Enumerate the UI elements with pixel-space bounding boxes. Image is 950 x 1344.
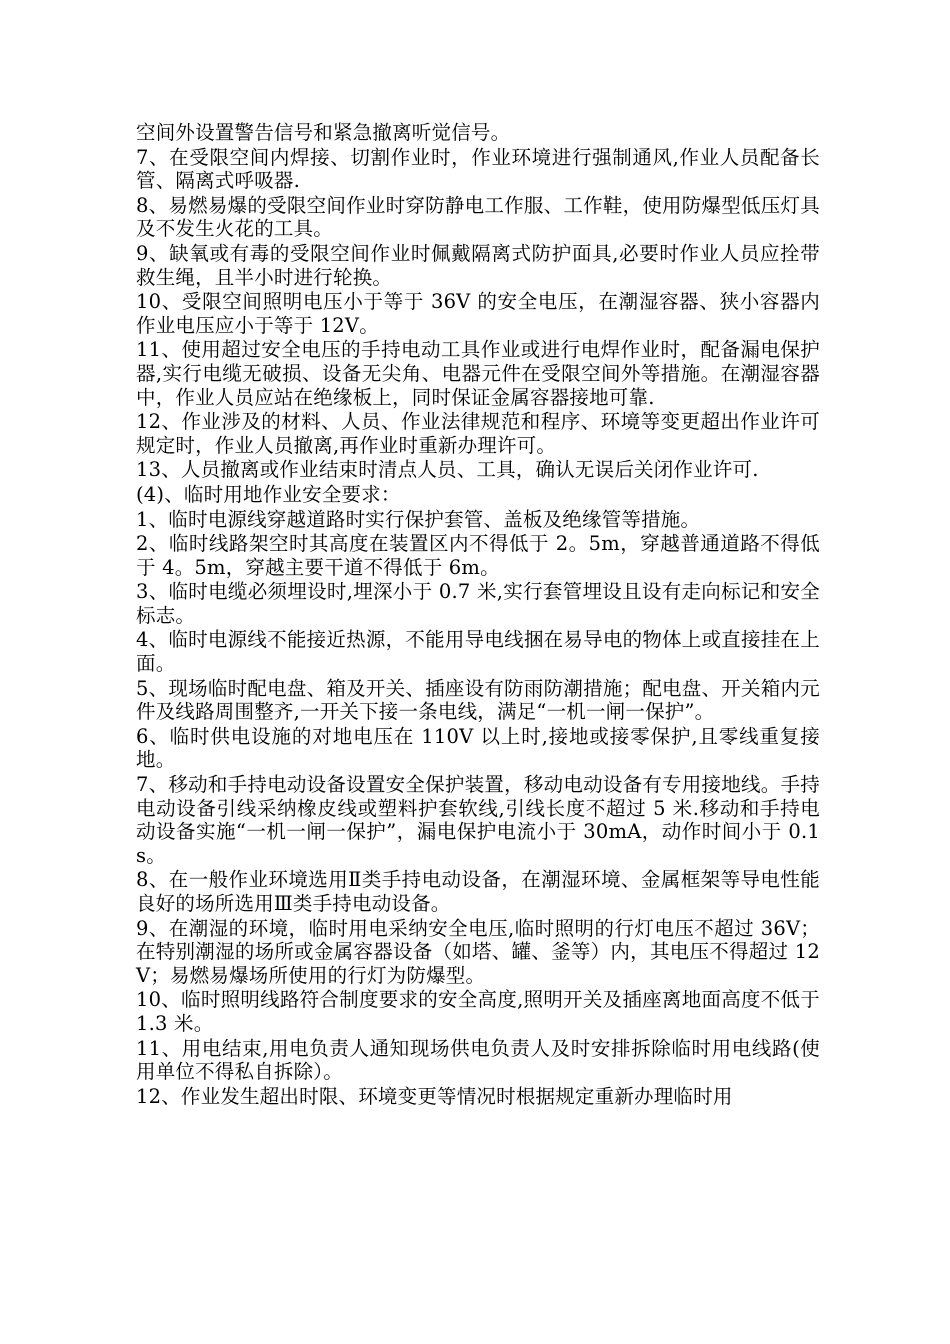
paragraph-14: 5、现场临时配电盘、箱及开关、插座设有防雨防潮措施；配电盘、开关箱内元件及线路周围整齐,一开关下接一条电线，满足“一机一闸一保护”。 bbox=[136, 676, 820, 724]
paragraph-7: 12、作业涉及的材料、人员、作业法律规范和程序、环境等变更超出作业许可规定时，作业人员撤离,再作业时重新办理许可。 bbox=[136, 410, 820, 457]
paragraph-18: 9、在潮湿的环境，临时用电采纳安全电压,临时照明的行灯电压不超过 36V；在特别潮湿的场所或金属容器设备（如塔、罐、釜等）内，其电压不得超过 12V；易燃易爆场所使用的行灯为防爆型。 bbox=[136, 916, 820, 987]
paragraph-17: 8、在一般作业环境选用Ⅱ类手持电动设备，在潮湿环境、金属框架等导电性能良好的场所选用Ⅲ类手持电动设备。 bbox=[136, 868, 820, 915]
paragraph-12: 3、临时电缆必须埋设时,埋深小于 0.7 米,实行套管埋设且设有走向标记和安全标志。 bbox=[136, 580, 820, 627]
paragraph-6: 11、使用超过安全电压的手持电动工具作业或进行电焊作业时，配备漏电保护器,实行电缆无破损、设备无尖角、电器元件在受限空间外等措施。在潮湿容器中，作业人员应站在绝缘板上，同时保证金属容器接地可靠. bbox=[136, 338, 820, 409]
paragraph-21: 12、作业发生超出时限、环境变更等情况时根据规定重新办理临时用 bbox=[136, 1084, 733, 1108]
paragraph-16: 7、移动和手持电动设备设置安全保护装置，移动电动设备有专用接地线。手持电动设备引线采纳橡皮线或塑料护套软线,引线长度不超过 5 米.移动和手持电动设备实施“一机一闸一保护”，漏电保护电流小于 30mA，动作时间小于 0.1s。 bbox=[136, 773, 820, 867]
paragraph-20: 11、用电结束,用电负责人通知现场供电负责人及时安排拆除临时用电线路(使用单位不得私自拆除）。 bbox=[136, 1036, 820, 1084]
paragraph-11: 2、临时线路架空时其高度在装置区内不得低于 2。5m，穿越普通道路不得低于 4。5m，穿越主要干道不得低于 6m。 bbox=[136, 532, 820, 579]
paragraph-13: 4、临时电源线不能接近热源，不能用导电线捆在易导电的物体上或直接挂在上面。 bbox=[136, 628, 820, 676]
paragraph-8: 13、人员撤离或作业结束时清点人员、工具，确认无误后关闭作业许可. bbox=[136, 458, 759, 482]
paragraph-3: 8、易燃易爆的受限空间作业时穿防静电工作服、工作鞋，使用防爆型低压灯具及不发生火花的工具。 bbox=[136, 193, 820, 241]
paragraph-2: 7、在受限空间内焊接、切割作业时，作业环境进行强制通风,作业人员配备长管、隔离式呼吸器. bbox=[136, 145, 820, 193]
paragraph-19: 10、临时照明线路符合制度要求的安全高度,照明开关及插座离地面高度不低于 1.3 米。 bbox=[136, 988, 820, 1035]
paragraph-5: 10、受限空间照明电压小于等于 36V 的安全电压，在潮湿容器、狭小容器内作业电压应小于等于 12V。 bbox=[136, 290, 820, 337]
document-page bbox=[136, 121, 820, 1109]
paragraph-15: 6、临时供电设施的对地电压在 110V 以上时,接地或接零保护,且零线重复接地。 bbox=[136, 724, 820, 772]
paragraph-4: 9、缺氧或有毒的受限空间作业时佩戴隔离式防护面具,必要时作业人员应拴带救生绳，且半小时进行轮换。 bbox=[136, 241, 820, 289]
paragraph-10: 1、临时电源线穿越道路时实行保护套管、盖板及绝缘管等措施。 bbox=[136, 507, 701, 531]
section-heading: (4)、临时用地作业安全要求： bbox=[136, 482, 401, 506]
paragraph-1: 空间外设置警告信号和紧急撤离听觉信号。 bbox=[136, 121, 511, 144]
